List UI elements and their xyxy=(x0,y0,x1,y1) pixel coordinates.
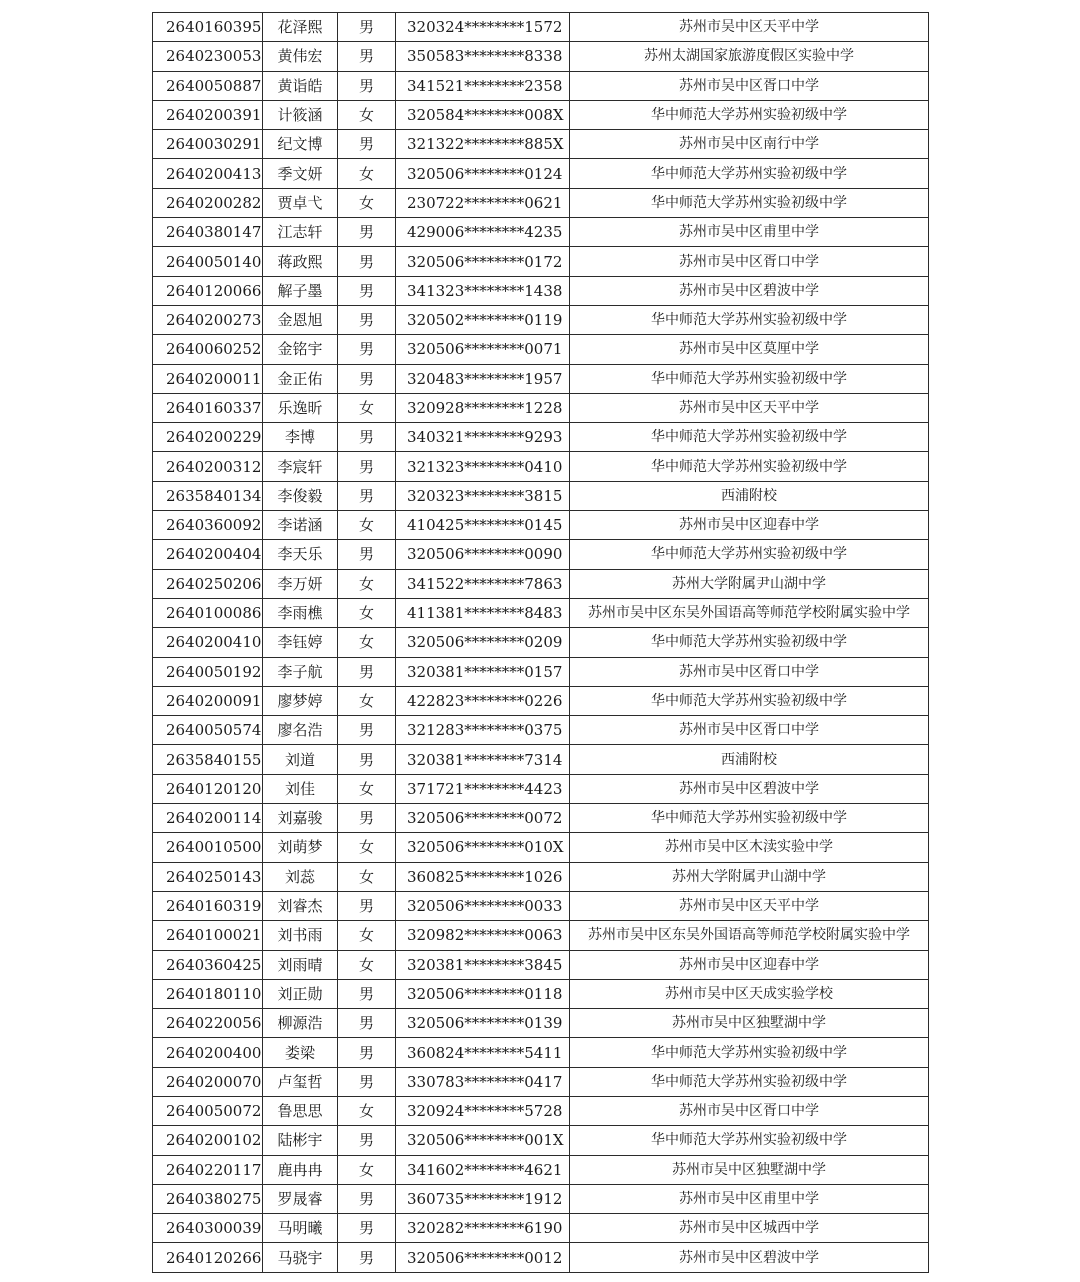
cell-student-name: 纪文博 xyxy=(263,130,338,159)
cell-id-card: 320282********6190 xyxy=(396,1214,570,1243)
cell-id-card: 320506********010X xyxy=(396,833,570,862)
table-row xyxy=(153,1126,929,1155)
table-row xyxy=(153,1214,929,1243)
cell-exam-number: 2640050072 xyxy=(153,1096,263,1125)
cell-school: 华中师范大学苏州实验初级中学 xyxy=(570,188,929,217)
cell-id-card: 320506********0209 xyxy=(396,628,570,657)
cell-gender: 男 xyxy=(338,1214,396,1243)
cell-gender: 女 xyxy=(338,862,396,891)
cell-student-name: 李钰婷 xyxy=(263,628,338,657)
cell-id-card: 320381********3845 xyxy=(396,950,570,979)
cell-exam-number: 2640380147 xyxy=(153,218,263,247)
cell-exam-number: 2640200391 xyxy=(153,100,263,129)
cell-exam-number: 2640100086 xyxy=(153,598,263,627)
cell-exam-number: 2640200011 xyxy=(153,364,263,393)
cell-id-card: 330783********0417 xyxy=(396,1067,570,1096)
cell-gender: 男 xyxy=(338,13,396,42)
cell-school: 华中师范大学苏州实验初级中学 xyxy=(570,364,929,393)
cell-exam-number: 2640200273 xyxy=(153,305,263,334)
cell-gender: 男 xyxy=(338,1009,396,1038)
cell-exam-number: 2640200091 xyxy=(153,686,263,715)
cell-student-name: 罗晟睿 xyxy=(263,1184,338,1213)
cell-id-card: 371721********4423 xyxy=(396,774,570,803)
cell-gender: 女 xyxy=(338,598,396,627)
cell-student-name: 金铭宇 xyxy=(263,335,338,364)
cell-student-name: 卢玺哲 xyxy=(263,1067,338,1096)
cell-school: 苏州市吴中区莫厘中学 xyxy=(570,335,929,364)
cell-student-name: 李诺涵 xyxy=(263,511,338,540)
cell-id-card: 320982********0063 xyxy=(396,921,570,950)
cell-school: 苏州市吴中区胥口中学 xyxy=(570,247,929,276)
cell-school: 华中师范大学苏州实验初级中学 xyxy=(570,305,929,334)
cell-school: 苏州市吴中区胥口中学 xyxy=(570,657,929,686)
table-row xyxy=(153,511,929,540)
cell-id-card: 320584********008X xyxy=(396,100,570,129)
cell-school: 苏州市吴中区天成实验学校 xyxy=(570,979,929,1008)
table-row xyxy=(153,862,929,891)
cell-student-name: 金正佑 xyxy=(263,364,338,393)
table-row xyxy=(153,716,929,745)
table-row xyxy=(153,1096,929,1125)
table-row xyxy=(153,130,929,159)
cell-exam-number: 2640120066 xyxy=(153,276,263,305)
cell-id-card: 320506********0033 xyxy=(396,891,570,920)
cell-exam-number: 2640250206 xyxy=(153,569,263,598)
cell-student-name: 刘正勋 xyxy=(263,979,338,1008)
cell-id-card: 360824********5411 xyxy=(396,1038,570,1067)
cell-exam-number: 2640030291 xyxy=(153,130,263,159)
table-row xyxy=(153,1038,929,1067)
cell-gender: 女 xyxy=(338,774,396,803)
cell-school: 华中师范大学苏州实验初级中学 xyxy=(570,628,929,657)
table-row xyxy=(153,628,929,657)
cell-gender: 男 xyxy=(338,481,396,510)
cell-id-card: 321322********885X xyxy=(396,130,570,159)
cell-exam-number: 2640200404 xyxy=(153,540,263,569)
cell-gender: 女 xyxy=(338,950,396,979)
cell-school: 西浦附校 xyxy=(570,745,929,774)
cell-gender: 男 xyxy=(338,1038,396,1067)
table-row xyxy=(153,1155,929,1184)
cell-exam-number: 2640050192 xyxy=(153,657,263,686)
cell-school: 华中师范大学苏州实验初级中学 xyxy=(570,686,929,715)
table-row xyxy=(153,598,929,627)
cell-id-card: 422823********0226 xyxy=(396,686,570,715)
table-row xyxy=(153,950,929,979)
table-row xyxy=(153,1184,929,1213)
cell-id-card: 320323********3815 xyxy=(396,481,570,510)
table-row xyxy=(153,42,929,71)
cell-school: 苏州市吴中区甫里中学 xyxy=(570,218,929,247)
cell-student-name: 刘道 xyxy=(263,745,338,774)
cell-gender: 男 xyxy=(338,276,396,305)
cell-student-name: 刘嘉骏 xyxy=(263,804,338,833)
cell-school: 华中师范大学苏州实验初级中学 xyxy=(570,159,929,188)
cell-exam-number: 2640200070 xyxy=(153,1067,263,1096)
cell-student-name: 刘睿杰 xyxy=(263,891,338,920)
cell-school: 苏州市吴中区天平中学 xyxy=(570,13,929,42)
cell-student-name: 李天乐 xyxy=(263,540,338,569)
cell-exam-number: 2635840134 xyxy=(153,481,263,510)
cell-id-card: 321283********0375 xyxy=(396,716,570,745)
cell-exam-number: 2640200282 xyxy=(153,188,263,217)
table-row xyxy=(153,540,929,569)
cell-school: 苏州市吴中区东吴外国语高等师范学校附属实验中学 xyxy=(570,921,929,950)
cell-gender: 男 xyxy=(338,540,396,569)
cell-student-name: 黄伟宏 xyxy=(263,42,338,71)
cell-school: 苏州市吴中区独墅湖中学 xyxy=(570,1155,929,1184)
cell-student-name: 马骁宇 xyxy=(263,1243,338,1272)
cell-student-name: 刘书雨 xyxy=(263,921,338,950)
cell-id-card: 320506********0071 xyxy=(396,335,570,364)
cell-gender: 男 xyxy=(338,452,396,481)
cell-school: 华中师范大学苏州实验初级中学 xyxy=(570,1126,929,1155)
cell-student-name: 花泽熙 xyxy=(263,13,338,42)
cell-school: 苏州市吴中区迎春中学 xyxy=(570,950,929,979)
cell-student-name: 李雨樵 xyxy=(263,598,338,627)
cell-id-card: 360735********1912 xyxy=(396,1184,570,1213)
cell-student-name: 计筱涵 xyxy=(263,100,338,129)
cell-student-name: 黄诣皓 xyxy=(263,71,338,100)
table-row xyxy=(153,247,929,276)
cell-student-name: 廖名浩 xyxy=(263,716,338,745)
cell-student-name: 娄梁 xyxy=(263,1038,338,1067)
cell-exam-number: 2640160337 xyxy=(153,393,263,422)
cell-gender: 女 xyxy=(338,393,396,422)
table-row xyxy=(153,745,929,774)
cell-school: 华中师范大学苏州实验初级中学 xyxy=(570,540,929,569)
cell-student-name: 刘佳 xyxy=(263,774,338,803)
table-row xyxy=(153,13,929,42)
cell-student-name: 乐逸昕 xyxy=(263,393,338,422)
table-row xyxy=(153,364,929,393)
cell-id-card: 230722********0621 xyxy=(396,188,570,217)
cell-exam-number: 2640050887 xyxy=(153,71,263,100)
cell-id-card: 320502********0119 xyxy=(396,305,570,334)
cell-gender: 女 xyxy=(338,833,396,862)
cell-student-name: 刘萌梦 xyxy=(263,833,338,862)
cell-exam-number: 2640120120 xyxy=(153,774,263,803)
cell-exam-number: 2640050574 xyxy=(153,716,263,745)
cell-id-card: 341522********7863 xyxy=(396,569,570,598)
cell-exam-number: 2640200413 xyxy=(153,159,263,188)
cell-school: 苏州市吴中区碧波中学 xyxy=(570,1243,929,1272)
roster-sheet xyxy=(152,12,928,1273)
table-row xyxy=(153,686,929,715)
cell-gender: 男 xyxy=(338,42,396,71)
cell-exam-number: 2640060252 xyxy=(153,335,263,364)
cell-school: 苏州大学附属尹山湖中学 xyxy=(570,862,929,891)
table-row xyxy=(153,569,929,598)
cell-student-name: 廖梦婷 xyxy=(263,686,338,715)
cell-id-card: 320924********5728 xyxy=(396,1096,570,1125)
cell-student-name: 柳源浩 xyxy=(263,1009,338,1038)
cell-gender: 男 xyxy=(338,1243,396,1272)
cell-gender: 女 xyxy=(338,188,396,217)
cell-school: 苏州市吴中区木渎实验中学 xyxy=(570,833,929,862)
table-row xyxy=(153,804,929,833)
cell-gender: 男 xyxy=(338,716,396,745)
cell-gender: 男 xyxy=(338,335,396,364)
cell-exam-number: 2640360092 xyxy=(153,511,263,540)
cell-student-name: 季文妍 xyxy=(263,159,338,188)
cell-exam-number: 2640200410 xyxy=(153,628,263,657)
cell-exam-number: 2640230053 xyxy=(153,42,263,71)
cell-student-name: 鲁思思 xyxy=(263,1096,338,1125)
cell-exam-number: 2640200400 xyxy=(153,1038,263,1067)
cell-gender: 女 xyxy=(338,159,396,188)
roster-body xyxy=(153,13,929,1273)
cell-gender: 男 xyxy=(338,364,396,393)
cell-gender: 女 xyxy=(338,686,396,715)
cell-id-card: 320381********0157 xyxy=(396,657,570,686)
cell-exam-number: 2640120266 xyxy=(153,1243,263,1272)
cell-gender: 女 xyxy=(338,1096,396,1125)
cell-school: 苏州市吴中区城西中学 xyxy=(570,1214,929,1243)
table-row xyxy=(153,481,929,510)
table-row xyxy=(153,305,929,334)
cell-exam-number: 2640200102 xyxy=(153,1126,263,1155)
cell-exam-number: 2635840155 xyxy=(153,745,263,774)
cell-school: 华中师范大学苏州实验初级中学 xyxy=(570,804,929,833)
cell-id-card: 320324********1572 xyxy=(396,13,570,42)
cell-school: 苏州市吴中区胥口中学 xyxy=(570,1096,929,1125)
cell-id-card: 320506********0090 xyxy=(396,540,570,569)
cell-student-name: 金恩旭 xyxy=(263,305,338,334)
cell-exam-number: 2640180110 xyxy=(153,979,263,1008)
cell-exam-number: 2640300039 xyxy=(153,1214,263,1243)
cell-student-name: 蒋政熙 xyxy=(263,247,338,276)
cell-gender: 男 xyxy=(338,247,396,276)
cell-student-name: 李万妍 xyxy=(263,569,338,598)
cell-exam-number: 2640380275 xyxy=(153,1184,263,1213)
table-row xyxy=(153,979,929,1008)
cell-gender: 男 xyxy=(338,804,396,833)
cell-id-card: 320506********0139 xyxy=(396,1009,570,1038)
table-row xyxy=(153,393,929,422)
cell-school: 苏州市吴中区天平中学 xyxy=(570,393,929,422)
cell-gender: 男 xyxy=(338,1126,396,1155)
cell-school: 苏州市吴中区迎春中学 xyxy=(570,511,929,540)
cell-gender: 男 xyxy=(338,218,396,247)
cell-exam-number: 2640220117 xyxy=(153,1155,263,1184)
cell-school: 苏州市吴中区碧波中学 xyxy=(570,774,929,803)
cell-gender: 女 xyxy=(338,921,396,950)
cell-gender: 男 xyxy=(338,1184,396,1213)
table-row xyxy=(153,335,929,364)
table-row xyxy=(153,1067,929,1096)
table-row xyxy=(153,1009,929,1038)
cell-id-card: 340321********9293 xyxy=(396,423,570,452)
table-row xyxy=(153,452,929,481)
cell-id-card: 411381********8483 xyxy=(396,598,570,627)
cell-gender: 男 xyxy=(338,130,396,159)
table-row xyxy=(153,188,929,217)
cell-id-card: 429006********4235 xyxy=(396,218,570,247)
cell-exam-number: 2640160319 xyxy=(153,891,263,920)
cell-school: 华中师范大学苏州实验初级中学 xyxy=(570,100,929,129)
cell-school: 苏州市吴中区胥口中学 xyxy=(570,71,929,100)
cell-gender: 男 xyxy=(338,657,396,686)
cell-exam-number: 2640360425 xyxy=(153,950,263,979)
cell-exam-number: 2640250143 xyxy=(153,862,263,891)
cell-exam-number: 2640220056 xyxy=(153,1009,263,1038)
cell-school: 苏州市吴中区胥口中学 xyxy=(570,716,929,745)
table-row xyxy=(153,774,929,803)
cell-student-name: 李俊毅 xyxy=(263,481,338,510)
cell-id-card: 350583********8338 xyxy=(396,42,570,71)
cell-id-card: 320483********1957 xyxy=(396,364,570,393)
table-row xyxy=(153,891,929,920)
cell-student-name: 刘雨晴 xyxy=(263,950,338,979)
table-row xyxy=(153,159,929,188)
cell-exam-number: 2640050140 xyxy=(153,247,263,276)
cell-student-name: 马明曦 xyxy=(263,1214,338,1243)
cell-exam-number: 2640100021 xyxy=(153,921,263,950)
table-row xyxy=(153,423,929,452)
cell-exam-number: 2640200229 xyxy=(153,423,263,452)
cell-student-name: 江志轩 xyxy=(263,218,338,247)
cell-gender: 女 xyxy=(338,511,396,540)
cell-school: 苏州市吴中区东吴外国语高等师范学校附属实验中学 xyxy=(570,598,929,627)
cell-school: 华中师范大学苏州实验初级中学 xyxy=(570,423,929,452)
table-row xyxy=(153,276,929,305)
cell-school: 苏州市吴中区南行中学 xyxy=(570,130,929,159)
cell-gender: 男 xyxy=(338,305,396,334)
cell-gender: 男 xyxy=(338,71,396,100)
cell-id-card: 320381********7314 xyxy=(396,745,570,774)
cell-school: 华中师范大学苏州实验初级中学 xyxy=(570,452,929,481)
cell-gender: 男 xyxy=(338,423,396,452)
cell-school: 西浦附校 xyxy=(570,481,929,510)
cell-id-card: 320506********0118 xyxy=(396,979,570,1008)
cell-gender: 女 xyxy=(338,100,396,129)
student-roster-table xyxy=(152,12,929,1273)
cell-exam-number: 2640200114 xyxy=(153,804,263,833)
cell-id-card: 341323********1438 xyxy=(396,276,570,305)
cell-id-card: 320506********0124 xyxy=(396,159,570,188)
table-row xyxy=(153,218,929,247)
cell-gender: 男 xyxy=(338,745,396,774)
cell-gender: 男 xyxy=(338,979,396,1008)
cell-id-card: 320506********0012 xyxy=(396,1243,570,1272)
table-row xyxy=(153,657,929,686)
cell-school: 华中师范大学苏州实验初级中学 xyxy=(570,1067,929,1096)
cell-gender: 女 xyxy=(338,628,396,657)
cell-student-name: 鹿冉冉 xyxy=(263,1155,338,1184)
table-row xyxy=(153,71,929,100)
cell-id-card: 341602********4621 xyxy=(396,1155,570,1184)
cell-gender: 男 xyxy=(338,1067,396,1096)
cell-exam-number: 2640160395 xyxy=(153,13,263,42)
cell-school: 华中师范大学苏州实验初级中学 xyxy=(570,1038,929,1067)
cell-gender: 女 xyxy=(338,1155,396,1184)
cell-school: 苏州市吴中区独墅湖中学 xyxy=(570,1009,929,1038)
cell-student-name: 贾卓弋 xyxy=(263,188,338,217)
cell-id-card: 320928********1228 xyxy=(396,393,570,422)
cell-student-name: 李宸轩 xyxy=(263,452,338,481)
cell-id-card: 410425********0145 xyxy=(396,511,570,540)
cell-exam-number: 2640200312 xyxy=(153,452,263,481)
table-row xyxy=(153,921,929,950)
cell-student-name: 李博 xyxy=(263,423,338,452)
cell-gender: 男 xyxy=(338,891,396,920)
cell-school: 苏州大学附属尹山湖中学 xyxy=(570,569,929,598)
cell-student-name: 解子墨 xyxy=(263,276,338,305)
cell-id-card: 320506********0172 xyxy=(396,247,570,276)
cell-id-card: 321323********0410 xyxy=(396,452,570,481)
cell-school: 苏州市吴中区天平中学 xyxy=(570,891,929,920)
cell-student-name: 陆彬宇 xyxy=(263,1126,338,1155)
table-row xyxy=(153,833,929,862)
cell-student-name: 刘蕊 xyxy=(263,862,338,891)
cell-id-card: 360825********1026 xyxy=(396,862,570,891)
cell-id-card: 320506********0072 xyxy=(396,804,570,833)
cell-school: 苏州市吴中区甫里中学 xyxy=(570,1184,929,1213)
table-row xyxy=(153,100,929,129)
cell-exam-number: 2640010500 xyxy=(153,833,263,862)
cell-school: 苏州太湖国家旅游度假区实验中学 xyxy=(570,42,929,71)
cell-school: 苏州市吴中区碧波中学 xyxy=(570,276,929,305)
table-row xyxy=(153,1243,929,1272)
cell-id-card: 320506********001X xyxy=(396,1126,570,1155)
cell-student-name: 李子航 xyxy=(263,657,338,686)
cell-gender: 女 xyxy=(338,569,396,598)
cell-id-card: 341521********2358 xyxy=(396,71,570,100)
